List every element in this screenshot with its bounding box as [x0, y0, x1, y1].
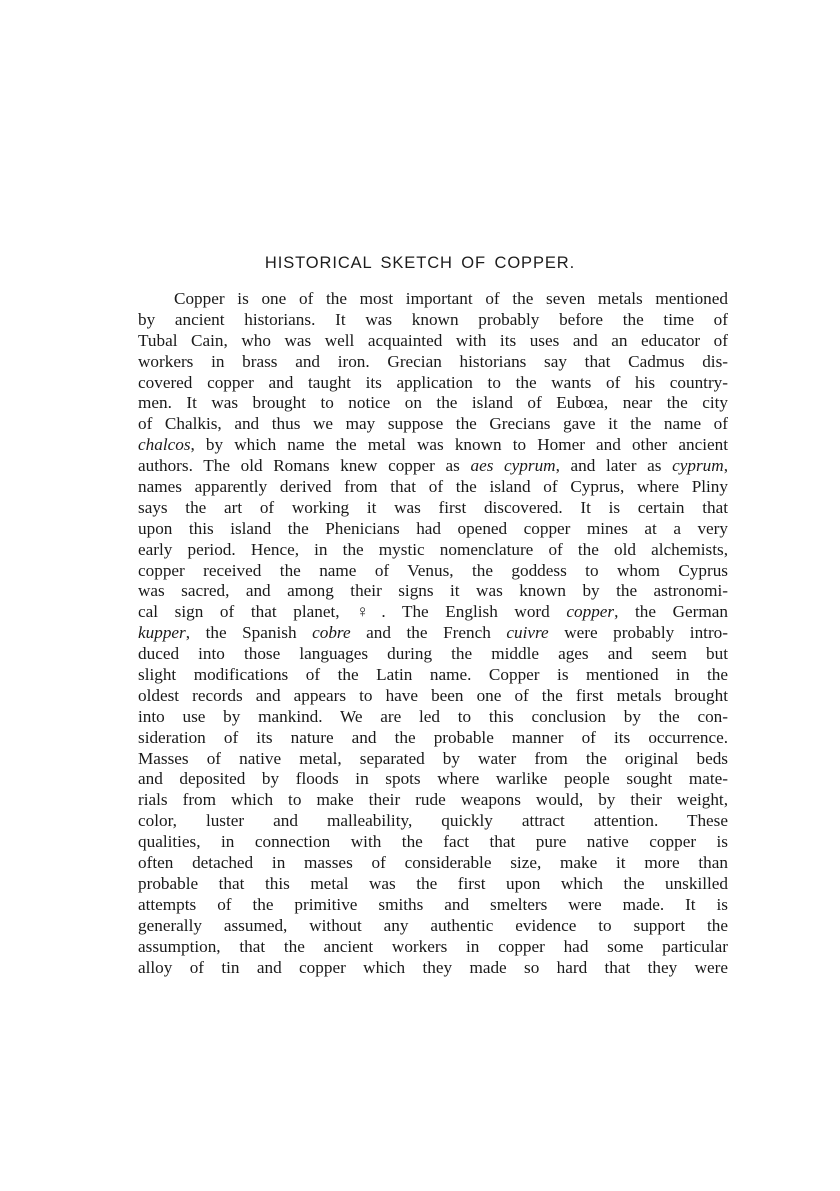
text-segment: and deposited by floods in spots where warlike people sought mate- [138, 769, 728, 789]
text-segment: of Chalkis, and thus we may suppose the Grecians gave it the name of [138, 414, 728, 434]
text-segment: workers in brass and iron. Grecian historians say that Cadmus dis- [138, 351, 728, 371]
text-segment: by ancient historians. It was known probably before the time of [138, 309, 728, 329]
text-line [138, 958, 728, 979]
text-line [138, 686, 728, 707]
text-line [138, 916, 728, 937]
text-line [138, 790, 728, 811]
text-line [138, 644, 728, 665]
text-line [138, 289, 728, 310]
text-line [138, 373, 728, 394]
text-line [138, 352, 728, 373]
text-segment: was sacred, and among their signs it was known by the astronomi- [138, 581, 728, 601]
text-line [138, 477, 728, 498]
text-line [138, 623, 728, 644]
text-segment: , and later as [555, 456, 673, 476]
text-line [138, 895, 728, 916]
text-segment: early period. Hence, in the mystic nomenclature of the old alchemists, [138, 539, 728, 559]
text-line [138, 561, 728, 582]
text-segment: names apparently derived from that of the island of Cyprus, where Pliny [138, 477, 728, 497]
section-heading: HISTORICAL SKETCH OF COPPER. [264, 254, 576, 272]
text-segment: , [723, 456, 728, 476]
text-segment: sideration of its nature and the probable manner of its occurrence. [138, 727, 728, 747]
text-line [138, 769, 728, 790]
text-line [138, 435, 728, 456]
text-segment: qualities, in connection with the fact that pure native copper is [138, 832, 728, 852]
italic-term: aes cyprum [470, 456, 556, 476]
italic-term: copper [566, 602, 615, 622]
text-segment: slight modifications of the Latin name. Copper is mentioned in the [138, 665, 728, 685]
text-segment: color, luster and malleability, quickly attract attention. These [138, 811, 728, 831]
text-line [138, 498, 728, 519]
text-segment: , by which name the metal was known to Homer and other ancient [190, 435, 728, 455]
italic-term: cuivre [506, 623, 549, 643]
text-line [138, 832, 728, 853]
text-line [138, 749, 728, 770]
text-line [138, 456, 728, 477]
text-segment: often detached in masses of considerable size, make it more than [138, 853, 728, 873]
text-segment: copper received the name of Venus, the goddess to whom Cyprus [138, 560, 728, 580]
text-line [138, 811, 728, 832]
text-segment: Tubal Cain, who was well acquainted with its uses and an educator of [138, 330, 728, 350]
body-text [138, 289, 728, 978]
text-line [138, 540, 728, 561]
text-segment: upon this island the Phenicians had opened copper mines at a very [138, 518, 728, 538]
text-line [138, 519, 728, 540]
text-segment: generally assumed, without any authentic evidence to support the [138, 915, 728, 935]
text-line [138, 665, 728, 686]
text-segment: into use by mankind. We are led to this conclusion by the con- [138, 706, 728, 726]
text-segment: men. It was brought to notice on the island of Eubœa, near the city [138, 393, 728, 413]
text-segment: oldest records and appears to have been one of the first metals brought [138, 685, 728, 705]
text-line [138, 331, 728, 352]
text-line [138, 853, 728, 874]
text-segment: Copper is one of the most important of the seven metals mentioned [174, 289, 728, 308]
text-segment: says the art of working it was first discovered. It is certain that [138, 497, 728, 517]
text-segment: duced into those languages during the middle ages and seem but [138, 644, 728, 664]
text-segment: attempts of the primitive smiths and smelters were made. It is [138, 894, 728, 914]
italic-term: kupper [138, 623, 186, 643]
text-line [138, 707, 728, 728]
text-segment: and the French [350, 623, 507, 643]
text-segment: were probably intro- [548, 623, 728, 643]
text-line [138, 393, 728, 414]
text-segment: , the German [614, 602, 728, 622]
italic-term: cobre [312, 623, 351, 643]
text-line [138, 414, 728, 435]
text-line [138, 602, 728, 623]
text-line [138, 728, 728, 749]
text-segment: rials from which to make their rude weapons would, by their weight, [138, 790, 728, 810]
text-segment: assumption, that the ancient workers in copper had some particular [138, 936, 728, 956]
text-segment: covered copper and taught its application to the wants of his country- [138, 372, 728, 392]
text-segment: probable that this metal was the first upon which the unskilled [138, 873, 728, 893]
text-segment: cal sign of that planet, ♀. The English word [138, 602, 567, 622]
text-line [138, 310, 728, 331]
text-segment: authors. The old Romans knew copper as [138, 456, 471, 476]
text-line [138, 581, 728, 602]
text-segment: , the Spanish [185, 623, 313, 643]
text-line [138, 937, 728, 958]
text-line [138, 874, 728, 895]
italic-term: chalcos [138, 435, 191, 455]
text-segment: alloy of tin and copper which they made so hard that they were [138, 957, 728, 977]
text-segment: Masses of native metal, separated by water from the original beds [138, 748, 728, 768]
italic-term: cyprum [672, 456, 724, 476]
